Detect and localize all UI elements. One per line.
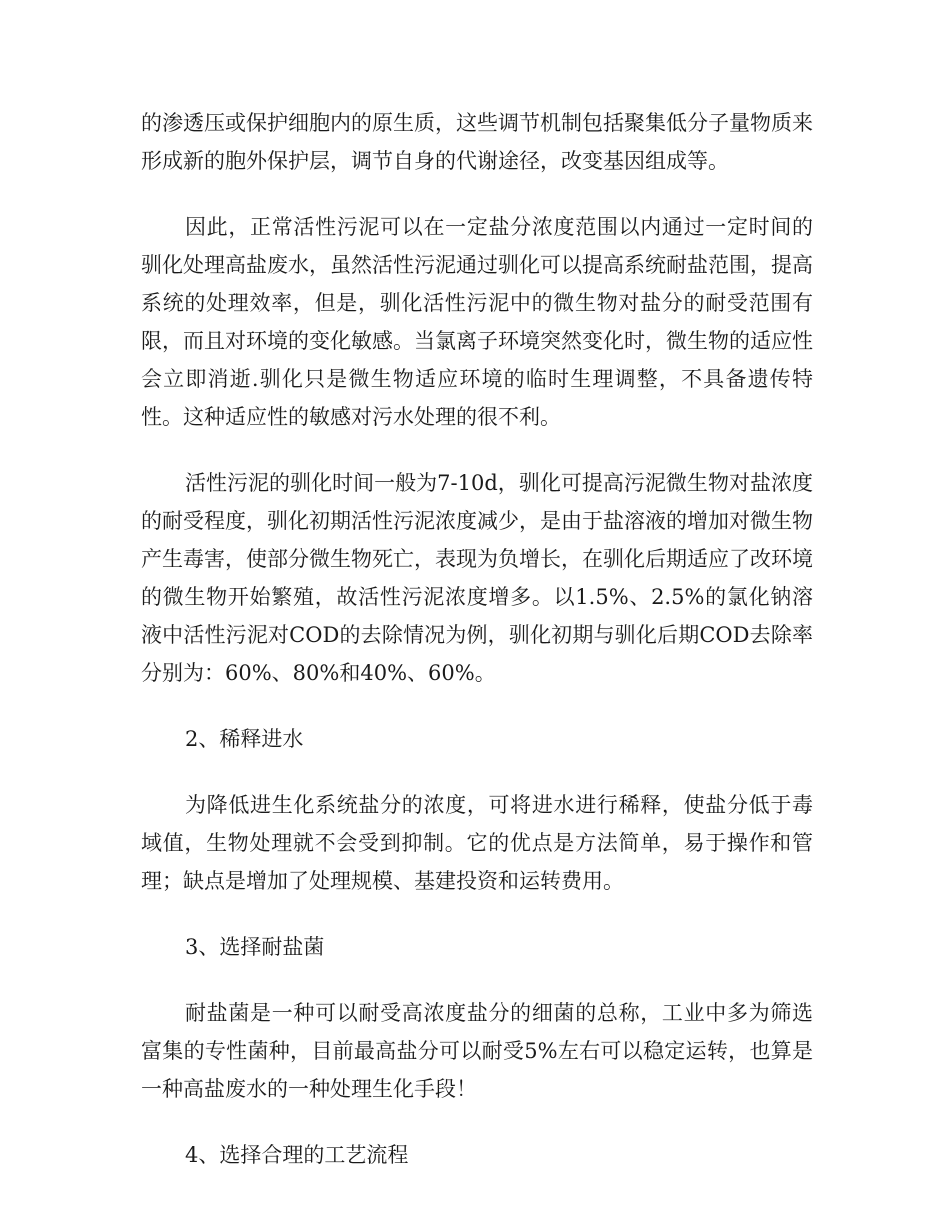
paragraph-halotolerant-bacteria: 耐盐菌是一种可以耐受高浓度盐分的细菌的总称，工业中多为筛选富集的专性菌种，目前最高盐分可以耐受5%左右可以稳定运转，也算是一种高盐废水的一种处理生化手段！: [141, 1001, 813, 1101]
document-body: [141, 104, 813, 1202]
section-heading-process-flow: 4、选择合理的工艺流程: [185, 1143, 409, 1167]
paragraph-dilution: 为降低进生化系统盐分的浓度，可将进水进行稀释，使盐分低于毒域值，生物处理就不会受到抑制。它的优点是方法简单，易于操作和管理；缺点是增加了处理规模、基建投资和运转费用。: [141, 793, 813, 893]
paragraph-acclimation-limits: 因此，正常活性污泥可以在一定盐分浓度范围以内通过一定时间的驯化处理高盐废水，虽然活性污泥通过驯化可以提高系统耐盐范围，提高系统的处理效率，但是，驯化活性污泥中的微生物对盐分的耐受范围有限，而且对环境的变化敏感。当氯离子环境突然变化时，微生物的适应性会立即消逝.驯化只是微生物适应环境的临时生理调整，不具备遗传特性。这种适应性的敏感对污水处理的很不利。: [141, 215, 813, 429]
section-heading-halotolerant-bacteria: 3、选择耐盐菌: [185, 935, 325, 959]
paragraph-acclimation-time: 活性污泥的驯化时间一般为7-10d，驯化可提高污泥微生物对盐浓度的耐受程度，驯化初期活性污泥浓度减少，是由于盐溶液的增加对微生物产生毒害，使部分微生物死亡，表现为负增长，在驯化后期适应了改环境的微生物开始繁殖，故活性污泥浓度增多。以1.5%、2.5%的氯化钠溶液中活性污泥对COD的去除情况为例，驯化初期与驯化后期COD去除率分别为：60%、80%和40%、60%。: [141, 471, 813, 685]
paragraph-osmotic-regulation: 的渗透压或保护细胞内的原生质，这些调节机制包括聚集低分子量物质来形成新的胞外保护层，调节自身的代谢途径，改变基因组成等。: [141, 111, 813, 173]
section-heading-dilution: 2、稀释进水: [185, 727, 304, 751]
